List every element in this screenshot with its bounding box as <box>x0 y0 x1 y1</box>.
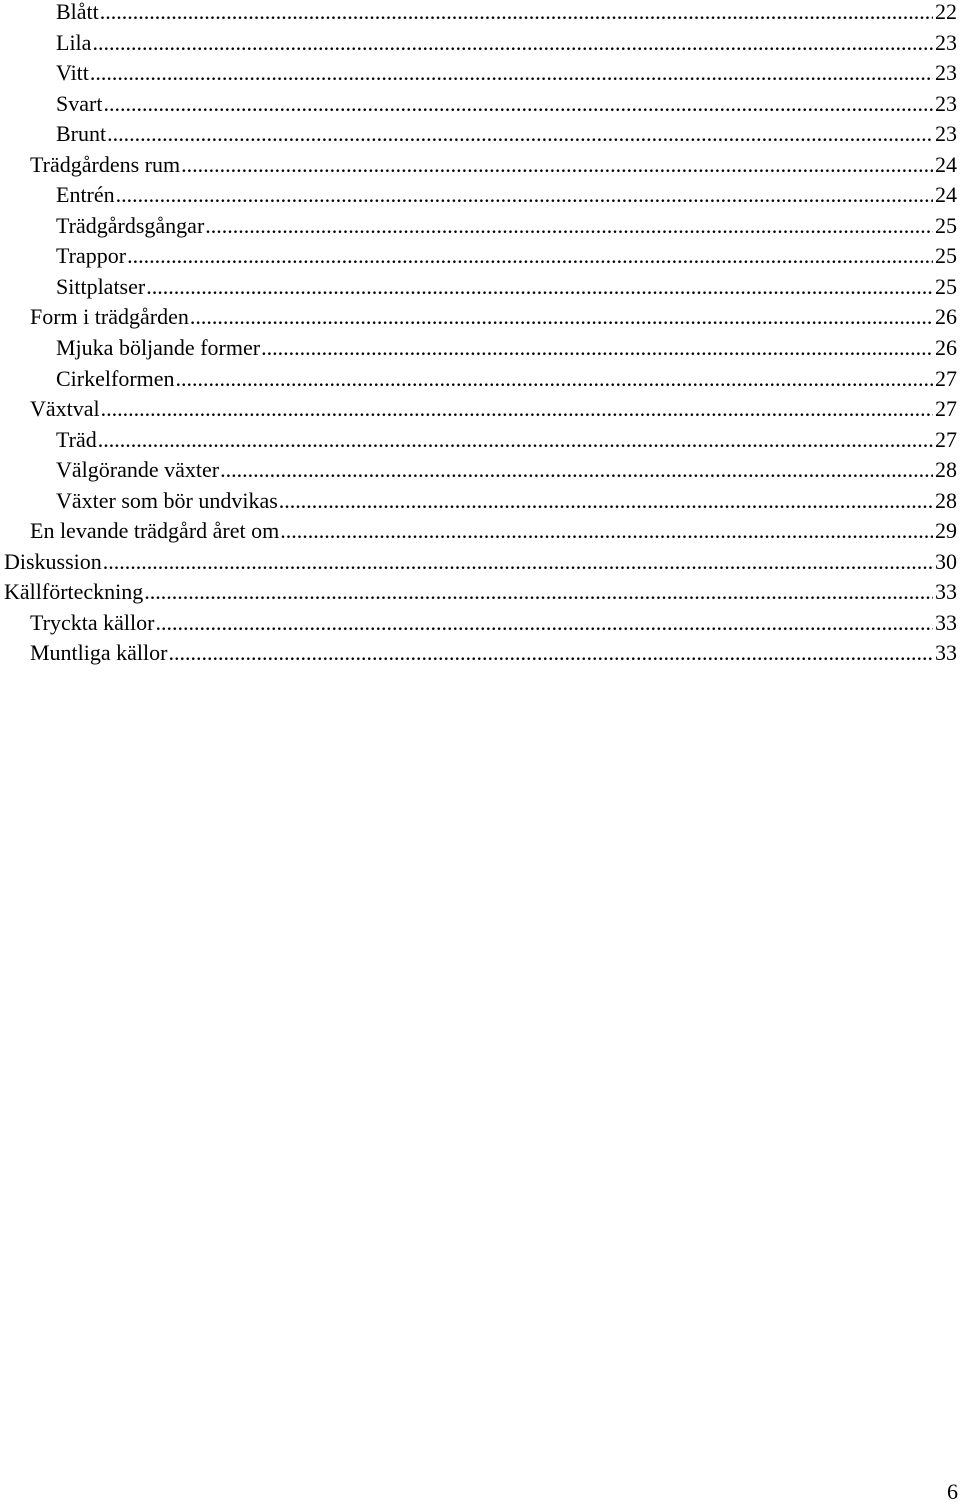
toc-entry-title: Sittplatser <box>56 273 146 299</box>
toc-entry[interactable] <box>4 180 957 211</box>
toc-entry[interactable] <box>4 150 957 181</box>
toc-entry-page: 26 <box>935 304 957 330</box>
toc-entry-page: 33 <box>935 609 957 635</box>
toc-dot-leader <box>155 608 933 639</box>
toc-entry-page: 27 <box>935 396 957 422</box>
toc-entry-title: Blått <box>56 0 99 24</box>
toc-entry[interactable] <box>4 608 957 639</box>
toc-entry[interactable] <box>4 0 957 28</box>
toc-entry[interactable] <box>4 364 957 395</box>
toc-dot-leader <box>107 119 933 150</box>
toc-dot-leader <box>190 302 933 333</box>
toc-entry[interactable] <box>4 58 957 89</box>
toc-entry[interactable] <box>4 302 957 333</box>
toc-entry-page: 25 <box>935 212 957 238</box>
toc-entry-title: Källförteckning <box>4 579 144 605</box>
toc-entry-page: 29 <box>935 518 957 544</box>
toc-dot-leader <box>100 0 933 28</box>
toc-entry[interactable] <box>4 516 957 547</box>
toc-entry[interactable] <box>4 333 957 364</box>
toc-dot-leader <box>220 455 933 486</box>
toc-dot-leader <box>103 547 933 578</box>
toc-entry-title: Lila <box>56 29 92 55</box>
toc-entry-title: Form i trädgården <box>30 304 189 330</box>
toc-entry-page: 27 <box>935 365 957 391</box>
toc-entry-title: Vitt <box>56 60 89 86</box>
toc-entry[interactable] <box>4 211 957 242</box>
toc-entry-title: Växtval <box>30 396 100 422</box>
toc-entry-page: 23 <box>935 29 957 55</box>
toc-dot-leader <box>176 364 933 395</box>
toc-entry[interactable] <box>4 486 957 517</box>
toc-entry[interactable] <box>4 638 957 669</box>
toc-entry-page: 22 <box>935 0 957 24</box>
toc-entry[interactable] <box>4 577 957 608</box>
toc-entry[interactable] <box>4 89 957 120</box>
toc-entry-page: 30 <box>935 548 957 574</box>
toc-entry-title: Mjuka böljande former <box>56 335 261 361</box>
toc-entry[interactable] <box>4 119 957 150</box>
toc-dot-leader <box>98 425 933 456</box>
toc-entry[interactable] <box>4 272 957 303</box>
toc-entry-page: 26 <box>935 335 957 361</box>
toc-entry-page: 33 <box>935 579 957 605</box>
toc-entry-page: 23 <box>935 90 957 116</box>
toc-entry[interactable] <box>4 28 957 59</box>
toc-entry-title: Tryckta källor <box>30 609 155 635</box>
toc-entry-page: 33 <box>935 640 957 666</box>
toc-dot-leader <box>92 28 933 59</box>
toc-dot-leader <box>205 211 933 242</box>
toc-dot-leader <box>101 394 933 425</box>
toc-dot-leader <box>279 486 933 517</box>
toc-entry-page: 27 <box>935 426 957 452</box>
toc-entry-title: Trädgårdsgångar <box>56 212 205 238</box>
toc-dot-leader <box>103 89 933 120</box>
toc-entry-title: En levande trädgård året om <box>30 518 280 544</box>
table-of-contents <box>4 0 957 669</box>
toc-entry-title: Brunt <box>56 121 107 147</box>
toc-dot-leader <box>127 241 933 272</box>
toc-dot-leader <box>181 150 933 181</box>
toc-entry-title: Trappor <box>56 243 127 269</box>
toc-entry-title: Muntliga källor <box>30 640 168 666</box>
toc-dot-leader <box>168 638 933 669</box>
toc-entry-title: Entrén <box>56 182 115 208</box>
toc-entry[interactable] <box>4 455 957 486</box>
toc-entry-page: 23 <box>935 60 957 86</box>
toc-entry-page: 25 <box>935 273 957 299</box>
toc-dot-leader <box>146 272 933 303</box>
toc-entry-page: 28 <box>935 487 957 513</box>
toc-dot-leader <box>261 333 933 364</box>
toc-entry[interactable] <box>4 394 957 425</box>
toc-entry-title: Diskussion <box>4 548 102 574</box>
toc-dot-leader <box>280 516 933 547</box>
toc-entry-title: Välgörande växter <box>56 457 220 483</box>
toc-entry-title: Trädgårdens rum <box>30 151 181 177</box>
toc-entry-page: 25 <box>935 243 957 269</box>
toc-entry-page: 28 <box>935 457 957 483</box>
toc-entry-page: 24 <box>935 151 957 177</box>
toc-entry-title: Träd <box>56 426 97 452</box>
toc-entry[interactable] <box>4 241 957 272</box>
toc-entry-title: Cirkelformen <box>56 365 175 391</box>
toc-dot-leader <box>144 577 933 608</box>
page-number: 6 <box>947 1479 958 1504</box>
toc-entry-page: 23 <box>935 121 957 147</box>
toc-dot-leader <box>90 58 933 89</box>
toc-entry[interactable] <box>4 547 957 578</box>
toc-dot-leader <box>116 180 933 211</box>
toc-entry-title: Växter som bör undvikas <box>56 487 278 513</box>
toc-entry-title: Svart <box>56 90 103 116</box>
toc-entry[interactable] <box>4 425 957 456</box>
toc-entry-page: 24 <box>935 182 957 208</box>
